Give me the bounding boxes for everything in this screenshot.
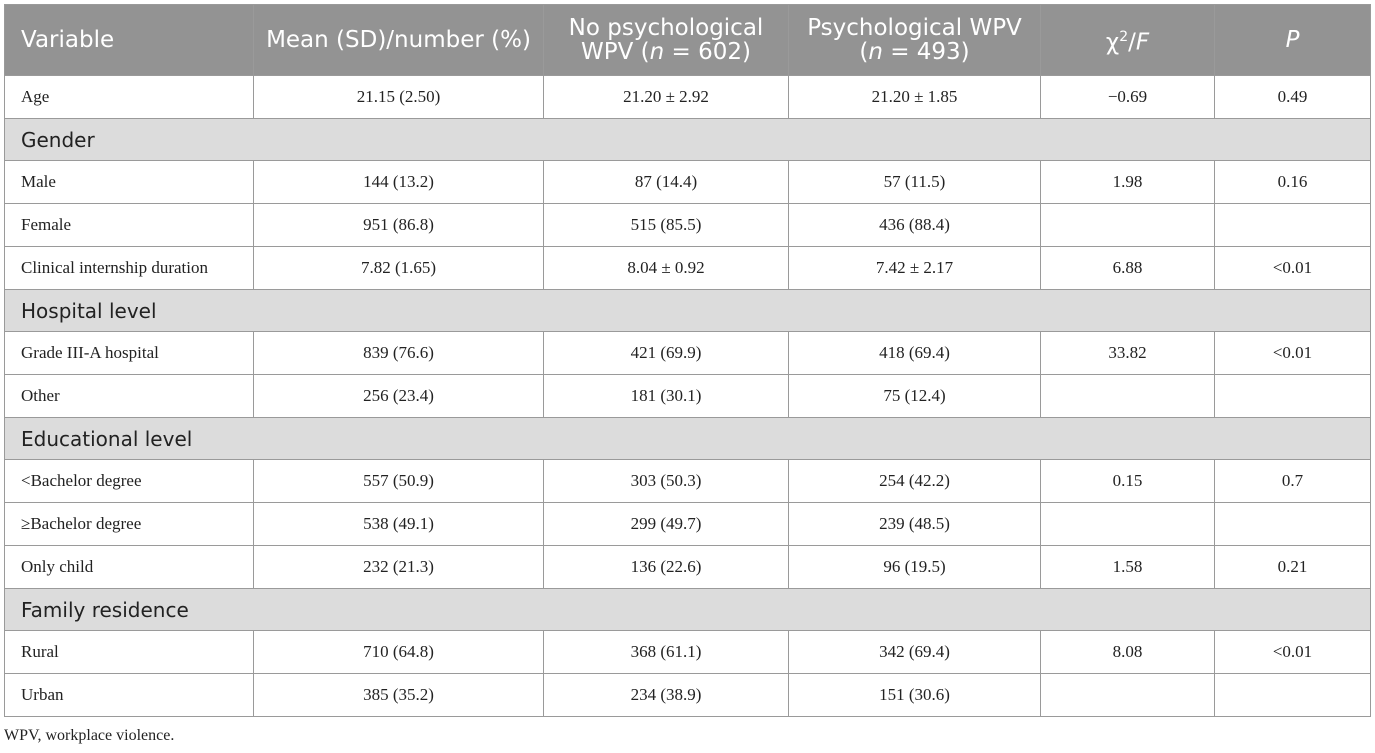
cell-wpv: 75 (12.4) — [789, 375, 1041, 418]
cell-stat: 1.98 — [1041, 161, 1215, 204]
section-row — [5, 418, 1371, 460]
cell-no-wpv: 181 (30.1) — [544, 375, 789, 418]
section-row — [5, 290, 1371, 332]
cell-no-wpv: 299 (49.7) — [544, 503, 789, 546]
cell-no-wpv: 368 (61.1) — [544, 631, 789, 674]
section-row — [5, 589, 1371, 631]
section-row — [5, 119, 1371, 161]
header-wpv-line2-pre: ( — [859, 39, 869, 65]
cell-p — [1215, 503, 1371, 546]
cell-wpv: 254 (42.2) — [789, 460, 1041, 503]
cell-p: <0.01 — [1215, 332, 1371, 375]
table-row — [5, 204, 1371, 247]
cell-stat: 33.82 — [1041, 332, 1215, 375]
cell-wpv: 418 (69.4) — [789, 332, 1041, 375]
cell-stat — [1041, 503, 1215, 546]
cell-stat — [1041, 204, 1215, 247]
section-label: Educational level — [5, 418, 1371, 460]
header-chi-slash: / — [1128, 29, 1136, 56]
header-chi-f — [1041, 5, 1215, 76]
cell-mean: 951 (86.8) — [254, 204, 544, 247]
cell-p: <0.01 — [1215, 631, 1371, 674]
cell-variable: ≥Bachelor degree — [5, 503, 254, 546]
header-wpv-n: n — [868, 39, 883, 65]
cell-stat: −0.69 — [1041, 76, 1215, 119]
header-no-wpv-n: n — [649, 39, 665, 65]
section-label: Family residence — [5, 589, 1371, 631]
header-no-wpv-line1: No psychological — [568, 15, 764, 41]
cell-no-wpv: 136 (22.6) — [544, 546, 789, 589]
cell-p: <0.01 — [1215, 247, 1371, 290]
cell-mean: 232 (21.3) — [254, 546, 544, 589]
cell-no-wpv: 8.04 ± 0.92 — [544, 247, 789, 290]
table-row — [5, 503, 1371, 546]
header-p-letter: P — [1285, 27, 1300, 53]
cell-stat: 6.88 — [1041, 247, 1215, 290]
header-no-wpv-line2-post: = 602) — [664, 39, 751, 65]
cell-variable: Only child — [5, 546, 254, 589]
cell-wpv: 342 (69.4) — [789, 631, 1041, 674]
cell-variable: Female — [5, 204, 254, 247]
cell-p: 0.21 — [1215, 546, 1371, 589]
cell-no-wpv: 21.20 ± 2.92 — [544, 76, 789, 119]
header-wpv-line2-post: = 493) — [882, 39, 970, 65]
cell-no-wpv: 303 (50.3) — [544, 460, 789, 503]
cell-wpv: 7.42 ± 2.17 — [789, 247, 1041, 290]
cell-wpv: 21.20 ± 1.85 — [789, 76, 1041, 119]
cell-mean: 839 (76.6) — [254, 332, 544, 375]
cell-stat: 1.58 — [1041, 546, 1215, 589]
table-footnote: WPV, workplace violence. — [4, 727, 175, 744]
cell-stat — [1041, 375, 1215, 418]
cell-no-wpv: 87 (14.4) — [544, 161, 789, 204]
header-wpv-line1: Psychological WPV — [807, 15, 1022, 41]
cell-no-wpv: 421 (69.9) — [544, 332, 789, 375]
table-row — [5, 546, 1371, 589]
cell-p: 0.49 — [1215, 76, 1371, 119]
table-header — [5, 5, 1371, 76]
cell-mean: 256 (23.4) — [254, 375, 544, 418]
cell-wpv: 96 (19.5) — [789, 546, 1041, 589]
table-body — [5, 76, 1371, 717]
table-row — [5, 631, 1371, 674]
cell-mean: 7.82 (1.65) — [254, 247, 544, 290]
cell-mean: 385 (35.2) — [254, 674, 544, 717]
cell-p — [1215, 674, 1371, 717]
table-row — [5, 674, 1371, 717]
cell-mean: 538 (49.1) — [254, 503, 544, 546]
cell-wpv: 57 (11.5) — [789, 161, 1041, 204]
table-row — [5, 76, 1371, 119]
header-chi-sup: 2 — [1119, 29, 1129, 46]
header-no-wpv — [544, 5, 789, 76]
cell-variable: Age — [5, 76, 254, 119]
cell-variable: <Bachelor degree — [5, 460, 254, 503]
cell-variable: Clinical internship duration — [5, 247, 254, 290]
cell-p: 0.16 — [1215, 161, 1371, 204]
cell-no-wpv: 515 (85.5) — [544, 204, 789, 247]
cell-variable: Urban — [5, 674, 254, 717]
cell-mean: 21.15 (2.50) — [254, 76, 544, 119]
header-p — [1215, 5, 1371, 76]
section-label: Gender — [5, 119, 1371, 161]
cell-wpv: 239 (48.5) — [789, 503, 1041, 546]
cell-stat — [1041, 674, 1215, 717]
cell-variable: Other — [5, 375, 254, 418]
cell-wpv: 151 (30.6) — [789, 674, 1041, 717]
table-row — [5, 375, 1371, 418]
table-row — [5, 332, 1371, 375]
header-no-wpv-line2-pre: WPV ( — [581, 39, 650, 65]
cell-stat: 0.15 — [1041, 460, 1215, 503]
cell-variable: Rural — [5, 631, 254, 674]
cell-variable: Male — [5, 161, 254, 204]
table-container — [4, 4, 1370, 745]
section-label: Hospital level — [5, 290, 1371, 332]
cell-p: 0.7 — [1215, 460, 1371, 503]
header-wpv — [789, 5, 1041, 76]
cell-no-wpv: 234 (38.9) — [544, 674, 789, 717]
header-variable: Variable — [5, 5, 254, 76]
header-mean: Mean (SD)/number (%) — [254, 5, 544, 76]
cell-mean: 557 (50.9) — [254, 460, 544, 503]
header-chi-symbol: χ — [1105, 29, 1120, 56]
cell-p — [1215, 375, 1371, 418]
data-table — [4, 4, 1371, 717]
cell-mean: 710 (64.8) — [254, 631, 544, 674]
cell-p — [1215, 204, 1371, 247]
header-row — [5, 5, 1371, 76]
cell-variable: Grade III-A hospital — [5, 332, 254, 375]
cell-wpv: 436 (88.4) — [789, 204, 1041, 247]
table-row — [5, 247, 1371, 290]
header-chi-f-letter: F — [1135, 29, 1150, 56]
cell-stat: 8.08 — [1041, 631, 1215, 674]
table-row — [5, 460, 1371, 503]
cell-mean: 144 (13.2) — [254, 161, 544, 204]
table-row — [5, 161, 1371, 204]
